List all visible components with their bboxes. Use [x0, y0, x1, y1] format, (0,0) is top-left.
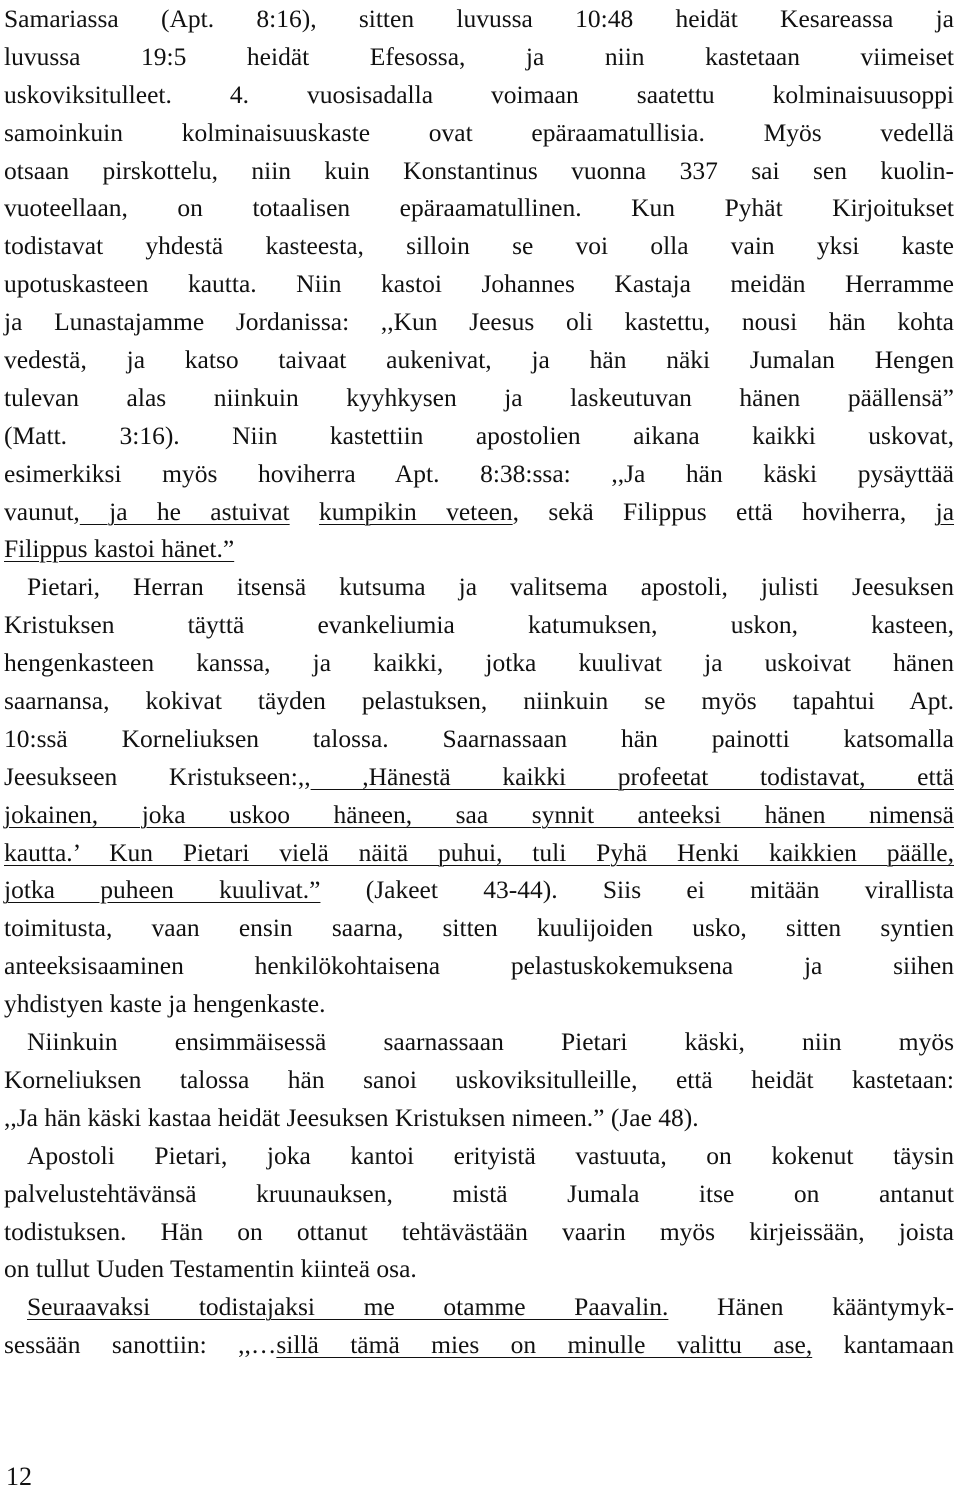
text-segment — [290, 497, 319, 526]
text-segment: tulevan alas niinkuin kyyhkysen ja laskeutuvan hänen päällensä” — [4, 382, 954, 412]
text-line — [4, 606, 954, 644]
underlined-text: ,Hänestä kaikki profeetat todistavat, että — [310, 761, 954, 791]
text-segment: yhdistyen kaste ja hengenkaste. — [4, 989, 326, 1019]
text-segment: hengenkasteen kanssa, ja kaikki, jotka kuulivat ja uskoivat hänen — [4, 648, 954, 678]
text-segment: on tullut Uuden Testamentin kiinteä osa. — [4, 1254, 417, 1284]
text-line — [4, 871, 954, 909]
text-segment: , sekä Filippus että hoviherra, — [512, 496, 936, 526]
underlined-text: ja — [935, 496, 955, 526]
text-segment: otsaan pirskottelu, niin kuin Konstantinus vuonna 337 sai sen kuolin- — [4, 155, 954, 185]
text-line — [4, 909, 954, 947]
text-segment: palvelustehtävänsä kruunauksen, mistä Jumala itse on antanut — [4, 1178, 954, 1208]
text-line — [4, 1326, 954, 1364]
text-segment: luvussa 19:5 heidät Efesossa, ja niin kastetaan viimeiset — [4, 41, 954, 71]
text-segment: Korneliuksen talossa hän sanoi uskoviksitulleille, että heidät kastetaan: — [4, 1064, 954, 1094]
text-segment: Kristuksen täyttä evankeliumia katumuksen, uskon, kasteen, — [4, 610, 954, 640]
text-segment: upotuskasteen kautta. Niin kastoi Johannes Kastaja meidän Herramme — [4, 269, 954, 299]
text-segment: toimitusta, vaan ensin saarna, sitten kuulijoiden usko, sitten syntien — [4, 913, 954, 943]
text-line — [4, 834, 954, 872]
text-line — [4, 341, 954, 379]
text-segment: todistavat yhdestä kasteesta, silloin se voi olla vain yksi kaste — [4, 231, 954, 261]
text-line — [4, 76, 954, 114]
underlined-text: ja he astuivat — [79, 496, 290, 526]
text-line — [4, 1137, 954, 1175]
document-body — [4, 0, 954, 1364]
text-segment: kantamaan — [812, 1330, 954, 1360]
text-line — [4, 0, 954, 38]
text-line — [4, 303, 954, 341]
text-line — [4, 114, 954, 152]
text-line — [4, 379, 954, 417]
text-segment: (Jakeet 43-44). Siis ei mitään virallista — [320, 875, 954, 905]
text-segment: Apostoli Pietari, joka kantoi erityistä vastuuta, on kokenut täysin — [27, 1140, 954, 1170]
text-segment: saarnansa, kokivat täyden pelastuksen, niinkuin se myös tapahtui Apt. — [4, 686, 954, 716]
underlined-text: jokainen, joka uskoo häneen, saa synnit anteeksi hänen nimensä — [4, 799, 954, 829]
text-segment: ,,Ja hän käski kastaa heidät Jeesuksen Kristuksen nimeen.” (Jae 48). — [4, 1102, 699, 1132]
text-line — [4, 1061, 954, 1099]
text-segment: todistuksen. Hän on ottanut tehtävästään vaarin myös kirjeissään, joista — [4, 1216, 954, 1246]
text-line — [4, 38, 954, 76]
text-segment: uskoviksitulleet. 4. vuosisadalla voimaan saatettu kolminaisuusoppi — [4, 79, 954, 109]
text-segment: vuoteellaan, on totaalisen epäraamatullinen. Kun Pyhät Kirjoitukset — [4, 193, 954, 223]
text-line — [4, 152, 954, 190]
text-segment: sessään sanottiin: ,,… — [4, 1330, 277, 1360]
text-line — [4, 1288, 954, 1326]
text-segment: ja Lunastajamme Jordanissa: ,,Kun Jeesus oli kastettu, nousi hän kohta — [4, 307, 954, 337]
underlined-text: sillä tämä mies on minulle valittu ase, — [276, 1330, 813, 1360]
text-line — [4, 1250, 954, 1288]
underlined-text: Seuraavaksi todistajaksi me otamme Paavalin. — [27, 1292, 669, 1322]
text-segment: Hänen kääntymyk- — [668, 1292, 954, 1322]
text-line — [4, 417, 954, 455]
text-segment: vaunut, — [4, 496, 80, 526]
text-line — [4, 455, 954, 493]
text-segment: esimerkiksi myös hoviherra Apt. 8:38:ssa: ,,Ja hän käski pysäyttää — [4, 458, 954, 488]
text-line — [4, 758, 954, 796]
text-line — [4, 530, 954, 568]
text-segment: Samariassa (Apt. 8:16), sitten luvussa 10:48 heidät Kesareassa ja — [4, 4, 954, 33]
text-segment: 10:ssä Korneliuksen talossa. Saarnassaan hän painotti katsomalla — [4, 723, 954, 753]
text-line — [4, 1023, 954, 1061]
underlined-text: kumpikin veteen — [319, 496, 513, 526]
underlined-text: jotka puheen kuulivat.” — [4, 875, 321, 905]
text-line — [4, 1213, 954, 1251]
text-segment: Jeesukseen Kristukseen:,, — [4, 761, 311, 791]
text-segment: samoinkuin kolminaisuuskaste ovat epäraamatullisia. Myös vedellä — [4, 117, 954, 147]
text-line — [4, 947, 954, 985]
text-line — [4, 682, 954, 720]
text-line — [4, 189, 954, 227]
text-line — [4, 568, 954, 606]
text-line — [4, 720, 954, 758]
text-segment: (Matt. 3:16). Niin kastettiin apostolien aikana kaikki uskovat, — [4, 420, 954, 450]
text-line — [4, 644, 954, 682]
text-line — [4, 985, 954, 1023]
page-number: 12 — [6, 1462, 32, 1491]
text-line — [4, 796, 954, 834]
underlined-text: kautta.’ Kun Pietari vielä näitä puhui, tuli Pyhä Henki kaikkien päälle, — [4, 837, 954, 867]
text-segment: vedestä, ja katso taivaat aukenivat, ja hän näki Jumalan Hengen — [4, 345, 954, 375]
text-segment: Niinkuin ensimmäisessä saarnassaan Pietari käski, niin myös — [27, 1027, 954, 1057]
text-segment: Pietari, Herran itsensä kutsuma ja valitsema apostoli, julisti Jeesuksen — [27, 572, 954, 602]
underlined-text: Filippus kastoi hänet.” — [4, 534, 235, 564]
text-line — [4, 227, 954, 265]
text-line — [4, 1175, 954, 1213]
text-segment: anteeksisaaminen henkilökohtaisena pelastuskokemuksena ja siihen — [4, 951, 954, 981]
text-line — [4, 493, 954, 531]
text-line — [4, 1099, 954, 1137]
text-line — [4, 265, 954, 303]
